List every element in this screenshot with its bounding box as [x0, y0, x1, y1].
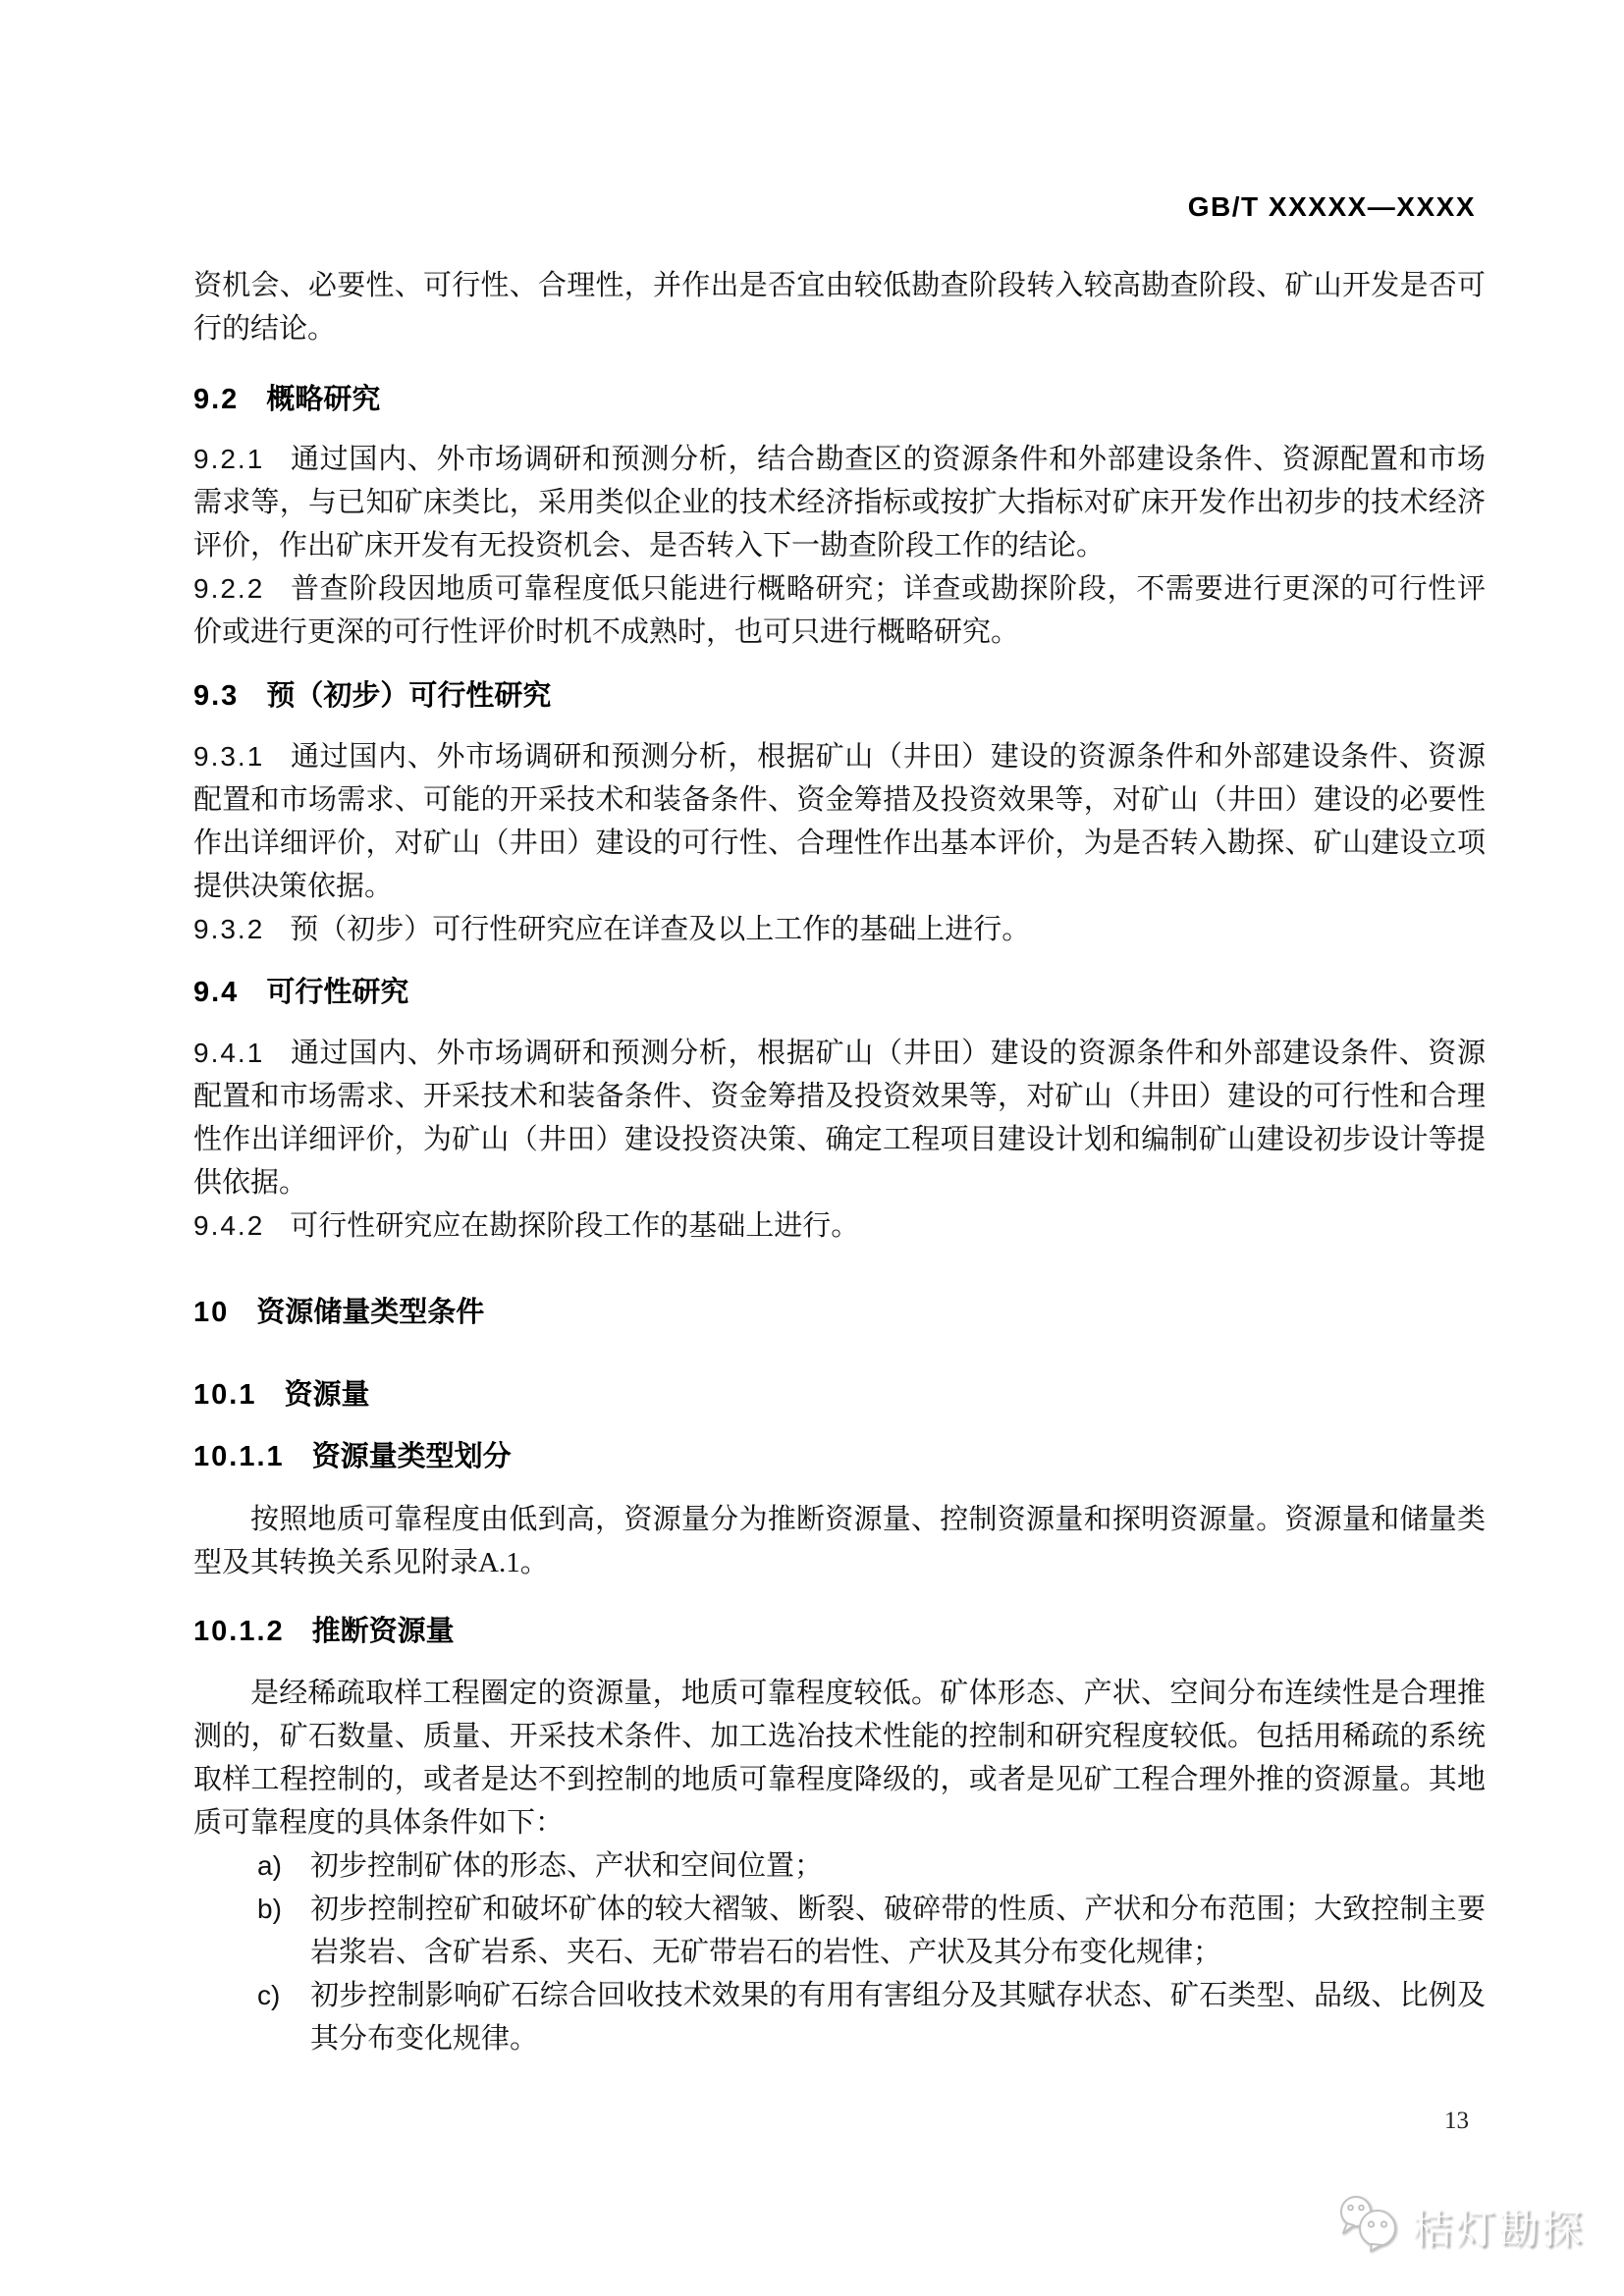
heading-title: 概略研究 — [266, 384, 381, 415]
paragraph-10-1-1: 按照地质可靠程度由低到高，资源量分为推断资源量、控制资源量和探明资源量。资源量和储量类型及其转换关系见附录A.1。 — [193, 1504, 1486, 1578]
heading-title: 预（初步）可行性研究 — [266, 680, 552, 712]
clause-9-2-2 — [193, 567, 1486, 654]
clause-9-3-2 — [193, 908, 1486, 951]
clause-9-3-1 — [193, 735, 1486, 908]
clause-number: 9.3.2 — [193, 914, 265, 944]
list-item-a — [193, 1844, 1486, 1888]
list-item-b — [193, 1888, 1486, 1974]
clause-number: 9.2.1 — [193, 444, 265, 474]
clause-text: 普查阶段因地质可靠程度低只能进行概略研究；详查或勘探阶段，不需要进行更深的可行性评价或进行更深的可行性评价时机不成熟时，也可只进行概略研究。 — [193, 573, 1486, 648]
paragraph-intro: 资机会、必要性、可行性、合理性，并作出是否宜由较低勘查阶段转入较高勘查阶段、矿山开发是否可行的结论。 — [193, 270, 1486, 345]
heading-title: 资源量类型划分 — [311, 1441, 512, 1472]
clause-text: 通过国内、外市场调研和预测分析，结合勘查区的资源条件和外部建设条件、资源配置和市场需求等，与已知矿床类比，采用类似企业的技术经济指标或按扩大指标对矿床开发作出初步的技术经济评价，作出矿床开发有无投资机会、是否转入下一勘查阶段工作的结论。 — [193, 444, 1486, 561]
clause-text: 预（初步）可行性研究应在详查及以上工作的基础上进行。 — [290, 914, 1031, 945]
heading-9-3 — [193, 678, 1486, 714]
heading-number: 9.3 — [193, 680, 240, 712]
list-text: 初步控制矿体的形态、产状和空间位置； — [310, 1850, 824, 1882]
paragraph-10-1-2: 是经稀疏取样工程圈定的资源量，地质可靠程度较低。矿体形态、产状、空间分布连续性是合理推测的，矿石数量、质量、开采技术条件、加工选冶技术性能的控制和研究程度较低。包括用稀疏的系统取样工程控制的，或者是达不到控制的地质可靠程度降级的，或者是见矿工程合理外推的资源量。其地质可靠程度的具体条件如下： — [193, 1678, 1486, 1839]
clause-number: 9.2.2 — [193, 573, 265, 604]
heading-title: 资源量 — [284, 1379, 370, 1411]
clause-number: 9.3.1 — [193, 741, 265, 772]
clause-number: 9.4.1 — [193, 1038, 265, 1068]
clause-number: 9.4.2 — [193, 1210, 265, 1241]
clause-9-2-1 — [193, 438, 1486, 567]
heading-title: 推断资源量 — [311, 1616, 455, 1647]
heading-number: 9.2 — [193, 384, 240, 415]
page-number: 13 — [1444, 2108, 1469, 2134]
heading-10-1-2 — [193, 1614, 1486, 1649]
heading-number: 10 — [193, 1297, 230, 1328]
wechat-icon — [1335, 2195, 1404, 2257]
list-text: 初步控制影响矿石综合回收技术效果的有用有害组分及其赋存状态、矿石类型、品级、比例及其分布变化规律。 — [310, 1980, 1486, 2055]
heading-9-4 — [193, 975, 1486, 1010]
heading-number: 10.1.2 — [193, 1616, 285, 1647]
list-item-c — [193, 1974, 1486, 2060]
heading-10-1 — [193, 1377, 1486, 1413]
clause-text: 通过国内、外市场调研和预测分析，根据矿山（井田）建设的资源条件和外部建设条件、资源配置和市场需求、可能的开采技术和装备条件、资金筹措及投资效果等，对矿山（井田）建设的必要性作出详细评价，对矿山（井田）建设的可行性、合理性作出基本评价，为是否转入勘探、矿山建设立项提供决策依据。 — [193, 741, 1486, 902]
clause-9-4-1 — [193, 1032, 1486, 1204]
watermark-text: 桔灯勘探 — [1412, 2207, 1585, 2252]
heading-10-1-1 — [193, 1439, 1486, 1474]
standard-code: GB/T XXXXX—XXXX — [1187, 191, 1476, 222]
clause-text: 可行性研究应在勘探阶段工作的基础上进行。 — [290, 1210, 860, 1242]
watermark — [1335, 2195, 1585, 2257]
heading-title: 可行性研究 — [266, 977, 409, 1008]
list-label: b) — [257, 1894, 282, 1924]
clause-9-4-2 — [193, 1204, 1486, 1248]
list-label: a) — [257, 1850, 282, 1881]
list-text: 初步控制控矿和破坏矿体的较大褶皱、断裂、破碎带的性质、产状和分布范围；大致控制主要岩浆岩、含矿岩系、夹石、无矿带岩石的岩性、产状及其分布变化规律； — [310, 1894, 1486, 1968]
heading-number: 10.1.1 — [193, 1441, 285, 1472]
page-content — [193, 0, 1486, 2060]
heading-number: 10.1 — [193, 1379, 257, 1411]
heading-10 — [193, 1295, 1486, 1330]
list-label: c) — [257, 1980, 281, 2010]
heading-9-2 — [193, 382, 1486, 417]
clause-text: 通过国内、外市场调研和预测分析，根据矿山（井田）建设的资源条件和外部建设条件、资源配置和市场需求、开采技术和装备条件、资金筹措及投资效果等，对矿山（井田）建设的可行性和合理性作出详细评价，为矿山（井田）建设投资决策、确定工程项目建设计划和编制矿山建设初步设计等提供依据。 — [193, 1038, 1486, 1199]
heading-title: 资源储量类型条件 — [256, 1297, 485, 1328]
heading-number: 9.4 — [193, 977, 240, 1008]
